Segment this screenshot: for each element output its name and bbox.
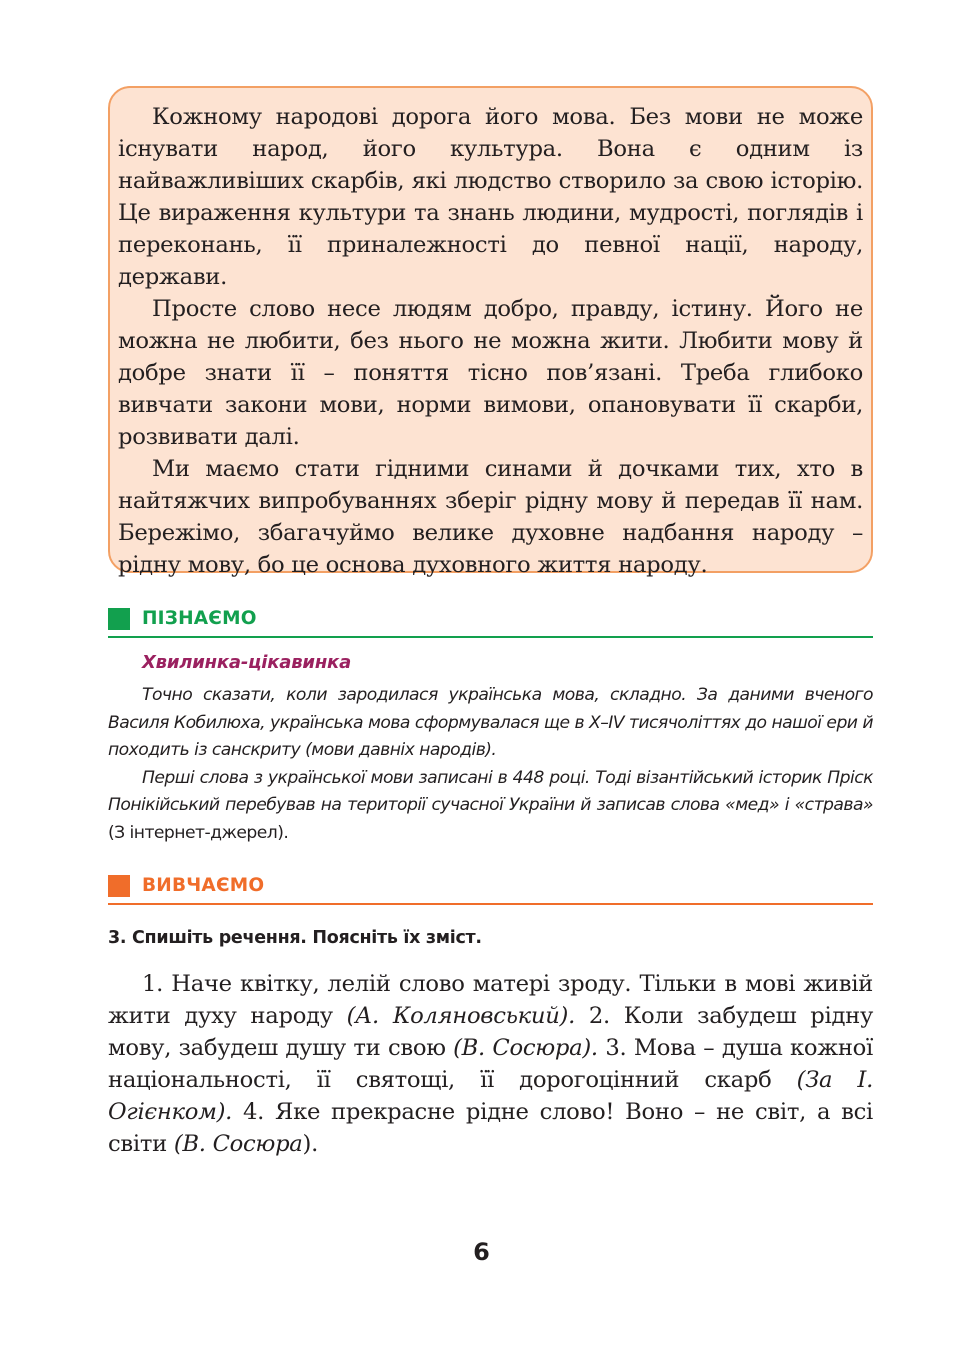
sentence-3: 3. Мова – душа кожної національності, її святощі, її дорогоцінний скарб <box>108 1035 873 1093</box>
curio-title: Хвилинка-цікавинка <box>142 652 352 673</box>
author-4: (В. Сосюра <box>173 1131 303 1157</box>
author-4-end: ). <box>302 1131 318 1157</box>
sentence-2: 2. Коли забудеш рідну мову, забудеш душу ти свою <box>108 1003 874 1061</box>
author-2: (В. Сосюра). <box>453 1035 598 1061</box>
author-1: (А. Коляновський). <box>346 1003 576 1029</box>
orange-square-icon <box>108 875 130 897</box>
intro-paragraph-2: Просте слово несе людям добро, правду, істину. Його не можна не любити, без нього не можна жити. Любити мову й добре знати її – поняття тісно пов’язані. Треба глибоко вивчати закони мови, норми вимови, опановувати її скарби, розвивати далі. <box>118 296 863 450</box>
sentence-4: 4. Яке прекрасне рідне слово! Воно – не світ, а всі світи <box>108 1099 873 1157</box>
task-heading: 3. Спишіть речення. Поясніть їх зміст. <box>108 928 482 948</box>
intro-paragraph-1: Кожному народові дорога його мова. Без мови не може існувати народ, його культура. Вона є одним із найважливіших скарбів, які людство створило за свою історію. Це вираження культури та знань людини, мудрості, поглядів і переконань, її приналежності до певної нації, народу, держави. <box>118 104 863 290</box>
curio-text <box>108 682 873 847</box>
curio-paragraph-2 <box>108 765 873 848</box>
section-heading-learn <box>108 606 873 640</box>
section-title-learn: ПІЗНАЄМО <box>142 608 257 629</box>
author-3: (За І. Огієнком). <box>108 1067 873 1125</box>
page-number: 6 <box>473 1238 490 1266</box>
sentence-1: 1. Наче квітку, лелій слово матері зроду. Тільки в мові живій жити духу народу <box>108 971 873 1029</box>
intro-paragraph-3: Ми маємо стати гідними синами й дочками тих, хто в найтяжчих випробуваннях зберіг рідну мову й передав її нам. Бережімо, збагачуймо велике духовне надбання народу – рідну мову, бо це основа духовного життя народу. <box>118 456 863 578</box>
section-divider-learn <box>108 636 873 638</box>
curio-paragraph-1: Точно сказати, коли зародилася українська мова, складно. За даними вченого Василя Кобилюха, українська мова сформувалася ще в Х–IV тисячоліттях до нашої ери й походить із санскриту (мови давніх народів). <box>108 685 873 760</box>
section-heading-study <box>108 873 873 907</box>
intro-text <box>118 101 863 581</box>
intro-text-box <box>108 86 873 578</box>
section-divider-study <box>108 903 873 905</box>
curio-paragraph-2-main: Перші слова з української мови записані в 448 році. Тоді візантійський історик Пріск Понікійський перебував на території сучасної України й записав слова «мед» і «страва» <box>108 767 873 815</box>
curio-source: (З інтернет-джерел). <box>108 822 289 843</box>
section-title-study: ВИВЧАЄМО <box>142 875 265 896</box>
task-sentences <box>108 968 873 1160</box>
green-square-icon <box>108 608 130 630</box>
